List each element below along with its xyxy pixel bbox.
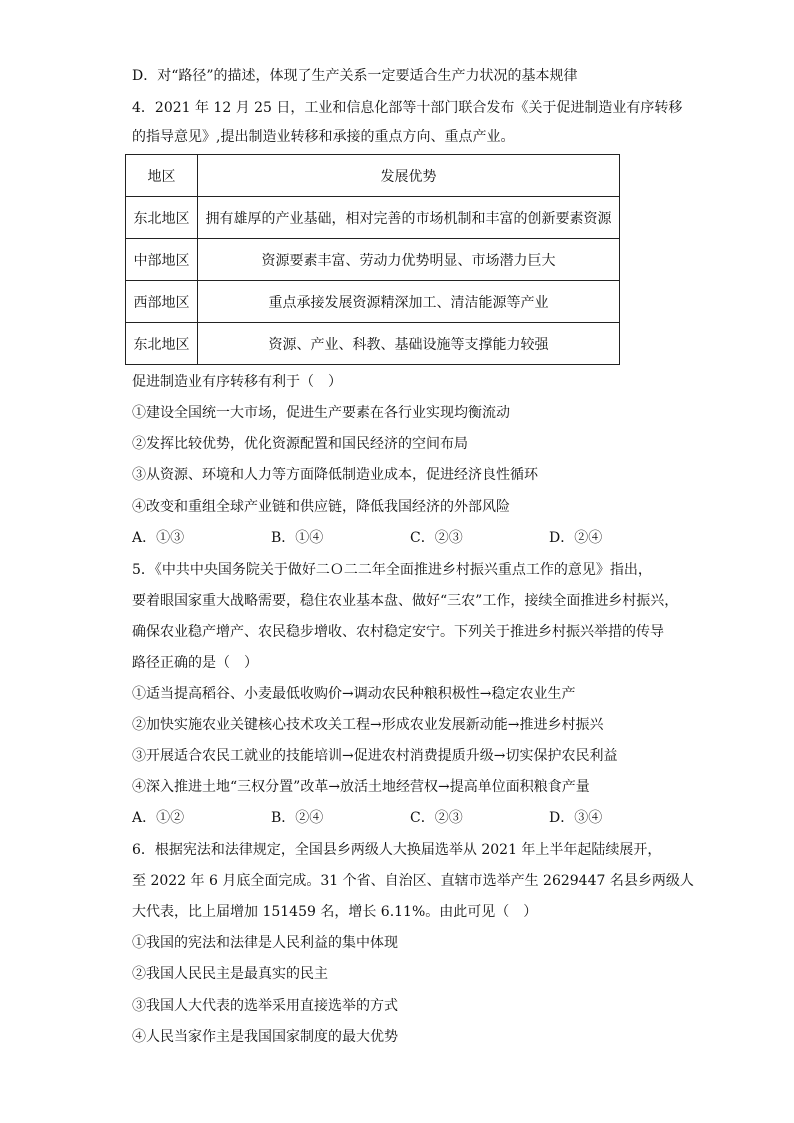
table-cell-region: 中部地区 (126, 239, 198, 281)
table-cell-region: 西部地区 (126, 281, 198, 323)
q5-option-d[interactable]: D．③④ (549, 810, 603, 826)
table-row (126, 323, 620, 365)
q4-item-2: ②发挥比较优势，优化资源配置和国民经济的空间布局 (132, 436, 468, 452)
table-cell-region: 东北地区 (126, 323, 198, 365)
q4-stem-line-2: 的指导意见》,提出制造业转移和承接的重点方向、重点产业。 (132, 129, 515, 145)
development-advantage-table (125, 154, 620, 365)
q6-stem-line-3: 大代表，比上届增加 151459 名，增长 6.11%。由此可见（ ） (132, 904, 538, 920)
q3-option-d: D．对“路径”的描述，体现了生产关系一定要适合生产力状况的基本规律 (132, 68, 578, 84)
q5-item-1: ①适当提高稻谷、小麦最低收购价→调动农民种粮积极性→稳定农业生产 (132, 686, 576, 702)
table-header-advantage: 发展优势 (198, 155, 620, 197)
table-cell-advantage: 资源要素丰富、劳动力优势明显、市场潜力巨大 (198, 239, 620, 281)
q4-option-d[interactable]: D．②④ (549, 530, 603, 546)
q5-stem-line-1: 5．《中共中央国务院关于做好二Ｏ二二年全面推进乡村振兴重点工作的意见》指出， (132, 562, 652, 578)
table-row (126, 281, 620, 323)
q6-item-1: ①我国的宪法和法律是人民利益的集中体现 (132, 935, 398, 951)
q5-stem-line-4: 路径正确的是（ ） (132, 655, 258, 671)
q5-option-b[interactable]: B．②④ (271, 810, 324, 826)
q5-stem-line-3: 确保农业稳产增产、农民稳步增收、农村稳定安宁。下列关于推进乡村振兴举措的传导 (132, 624, 664, 640)
table-header-region: 地区 (126, 155, 198, 197)
q4-option-b[interactable]: B．①④ (271, 530, 324, 546)
table-cell-region: 东北地区 (126, 197, 198, 239)
q5-stem-line-2: 要着眼国家重大战略需要，稳住农业基本盘、做好“三农”工作，接续全面推进乡村振兴， (132, 593, 679, 609)
q4-option-a[interactable]: A．①③ (132, 530, 185, 546)
q5-item-2: ②加快实施农业关键核心技术攻关工程→形成农业发展新动能→推进乡村振兴 (132, 717, 604, 733)
q5-option-a[interactable]: A．①② (132, 810, 185, 826)
q5-item-4: ④深入推进土地“三权分置”改革→放活土地经营权→提高单位面积粮食产量 (132, 779, 590, 795)
q5-option-c[interactable]: C．②③ (410, 810, 463, 826)
table-header-row (126, 155, 620, 197)
q6-stem-line-2: 至 2022 年 6 月底全面完成。31 个省、自治区、直辖市选举产生 2629447 名县乡两级人 (132, 873, 694, 889)
q4-option-c[interactable]: C．②③ (410, 530, 463, 546)
q6-stem-line-1: 6．根据宪法和法律规定，全国县乡两级人大换届选举从 2021 年上半年起陆续展开， (132, 842, 662, 858)
q4-stem-line-1: 4．2021 年 12 月 25 日，工业和信息化部等十部门联合发布《关于促进制造业有序转移 (132, 100, 683, 116)
q5-item-3: ③开展适合农民工就业的技能培训→促进农村消费提质升级→切实保护农民利益 (132, 748, 618, 764)
table-cell-advantage: 重点承接发展资源精深加工、清洁能源等产业 (198, 281, 620, 323)
q4-question: 促进制造业有序转移有利于（ ） (132, 374, 342, 390)
q4-item-4: ④改变和重组全球产业链和供应链，降低我国经济的外部风险 (132, 499, 510, 515)
q6-item-4: ④人民当家作主是我国国家制度的最大优势 (132, 1029, 398, 1045)
q6-item-2: ②我国人民民主是最真实的民主 (132, 966, 328, 982)
q4-item-3: ③从资源、环境和人力等方面降低制造业成本，促进经济良性循环 (132, 467, 538, 483)
q6-item-3: ③我国人大代表的选举采用直接选举的方式 (132, 998, 398, 1014)
table-cell-advantage: 拥有雄厚的产业基础，相对完善的市场机制和丰富的创新要素资源 (198, 197, 620, 239)
table-cell-advantage: 资源、产业、科教、基础设施等支撑能力较强 (198, 323, 620, 365)
q4-item-1: ①建设全国统一大市场，促进生产要素在各行业实现均衡流动 (132, 405, 510, 421)
table-row (126, 197, 620, 239)
table-row (126, 239, 620, 281)
